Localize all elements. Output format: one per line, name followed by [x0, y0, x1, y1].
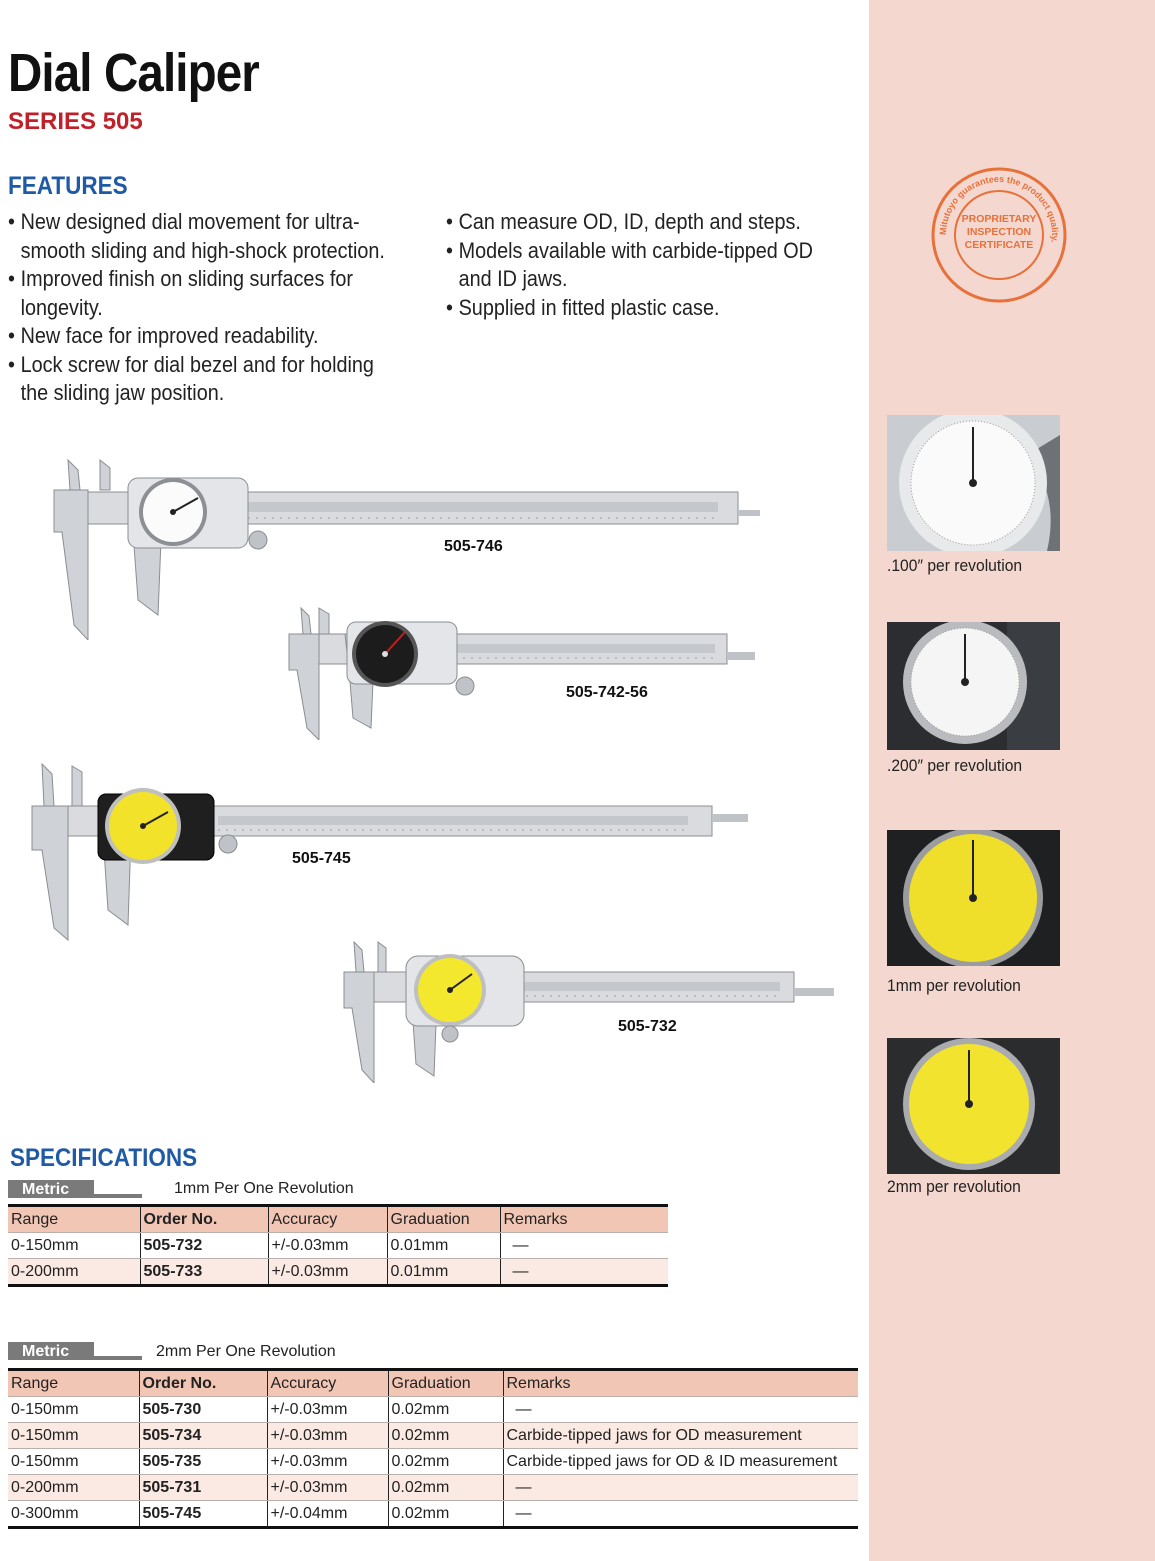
cell-accuracy: +/-0.03mm: [267, 1397, 388, 1423]
table-subtitle: 1mm Per One Revolution: [174, 1180, 354, 1197]
cell-graduation: 0.02mm: [388, 1475, 503, 1501]
dial-photo: [887, 415, 1060, 551]
caliper-image-505-745: [28, 760, 748, 945]
table-tab: [8, 1342, 142, 1360]
feature-item: • Models available with carbide-tipped OD and ID jaws.: [446, 237, 824, 294]
table-header-row: [8, 1370, 858, 1397]
table-row: [8, 1475, 858, 1501]
dial-photo: [887, 1038, 1060, 1174]
spec-table-1mm: [8, 1204, 668, 1287]
feature-item: • Can measure OD, ID, depth and steps.: [446, 208, 824, 237]
cell-accuracy: +/-0.03mm: [267, 1423, 388, 1449]
column-header: Graduation: [387, 1206, 500, 1233]
feature-item: • Lock screw for dial bezel and for holding the sliding jaw position.: [8, 351, 395, 408]
cell-range: 0-150mm: [8, 1233, 140, 1259]
caliper-image-505-742-56: [285, 600, 765, 740]
table-subtitle: 2mm Per One Revolution: [156, 1343, 336, 1360]
column-header: Order No.: [139, 1370, 267, 1397]
cell-remarks: —: [500, 1259, 668, 1286]
cell-graduation: 0.02mm: [388, 1501, 503, 1528]
cell-remarks: Carbide-tipped jaws for OD & ID measurement: [503, 1449, 858, 1475]
cell-range: 0-300mm: [8, 1501, 139, 1528]
cell-remarks: —: [503, 1397, 858, 1423]
table-row: [8, 1259, 668, 1286]
stamp-line-3: CERTIFICATE: [964, 239, 1034, 251]
table-header-row: [8, 1206, 668, 1233]
features-column-1: [8, 208, 395, 408]
specifications-heading: SPECIFICATIONS: [10, 1144, 198, 1172]
column-header: Remarks: [503, 1370, 858, 1397]
cell-order-no: 505-735: [139, 1449, 267, 1475]
cell-order-no: 505-732: [140, 1233, 268, 1259]
table-row: [8, 1449, 858, 1475]
cell-remarks: —: [503, 1501, 858, 1528]
cell-order-no: 505-734: [139, 1423, 267, 1449]
series-label: SERIES 505: [8, 108, 143, 135]
cell-graduation: 0.01mm: [387, 1233, 500, 1259]
cell-remarks: —: [503, 1475, 858, 1501]
cell-order-no: 505-731: [139, 1475, 267, 1501]
feature-item: • Supplied in fitted plastic case.: [446, 294, 824, 323]
product-label: 505-742-56: [566, 684, 648, 701]
table-row: [8, 1397, 858, 1423]
dial-photo: [887, 622, 1060, 750]
stamp-line-2: INSPECTION: [966, 226, 1032, 238]
cell-graduation: 0.02mm: [388, 1397, 503, 1423]
stamp-line-1: PROPRIETARY: [961, 213, 1037, 225]
cell-order-no: 505-745: [139, 1501, 267, 1528]
column-header: Range: [8, 1370, 139, 1397]
dial-caption: .100″ per revolution: [887, 556, 1023, 575]
dial-photo: [887, 830, 1060, 966]
column-header: Graduation: [388, 1370, 503, 1397]
product-label: 505-745: [292, 850, 351, 867]
product-label: 505-732: [618, 1018, 677, 1035]
inspection-certificate-stamp: [930, 166, 1068, 304]
cell-range: 0-150mm: [8, 1423, 139, 1449]
column-header: Accuracy: [268, 1206, 387, 1233]
table-row: [8, 1233, 668, 1259]
column-header: Remarks: [500, 1206, 668, 1233]
caliper-image-505-732: [340, 938, 840, 1083]
cell-accuracy: +/-0.03mm: [267, 1475, 388, 1501]
cell-accuracy: +/-0.03mm: [267, 1449, 388, 1475]
cell-graduation: 0.01mm: [387, 1259, 500, 1286]
product-label: 505-746: [444, 538, 503, 555]
table-row: [8, 1423, 858, 1449]
table-tab-label: Metric: [8, 1180, 94, 1198]
cell-accuracy: +/-0.03mm: [268, 1259, 387, 1286]
column-header: Range: [8, 1206, 140, 1233]
dial-caption: .200″ per revolution: [887, 756, 1023, 775]
table-tab: [8, 1180, 142, 1198]
cell-graduation: 0.02mm: [388, 1449, 503, 1475]
cell-accuracy: +/-0.03mm: [268, 1233, 387, 1259]
cell-range: 0-200mm: [8, 1475, 139, 1501]
cell-remarks: —: [500, 1233, 668, 1259]
feature-item: • New face for improved readability.: [8, 322, 395, 351]
cell-range: 0-150mm: [8, 1397, 139, 1423]
cell-range: 0-150mm: [8, 1449, 139, 1475]
dial-caption: 2mm per revolution: [887, 1177, 1021, 1196]
dial-caption: 1mm per revolution: [887, 976, 1021, 995]
table-tab-label: Metric: [8, 1342, 94, 1360]
column-header: Order No.: [140, 1206, 268, 1233]
page-title: Dial Caliper: [8, 43, 259, 103]
cell-order-no: 505-730: [139, 1397, 267, 1423]
feature-item: • New designed dial movement for ultra-smooth sliding and high-shock protection.: [8, 208, 395, 265]
cell-remarks: Carbide-tipped jaws for OD measurement: [503, 1423, 858, 1449]
cell-range: 0-200mm: [8, 1259, 140, 1286]
cell-accuracy: +/-0.04mm: [267, 1501, 388, 1528]
cell-order-no: 505-733: [140, 1259, 268, 1286]
features-column-2: [446, 208, 824, 322]
feature-item: • Improved finish on sliding surfaces for longevity.: [8, 265, 395, 322]
features-heading: FEATURES: [8, 172, 128, 200]
table-row: [8, 1501, 858, 1528]
column-header: Accuracy: [267, 1370, 388, 1397]
svg-text:Mitutoyo guarantees the produc: Mitutoyo guarantees the product quality.: [937, 173, 1061, 244]
cell-graduation: 0.02mm: [388, 1423, 503, 1449]
spec-table-2mm: [8, 1368, 858, 1529]
